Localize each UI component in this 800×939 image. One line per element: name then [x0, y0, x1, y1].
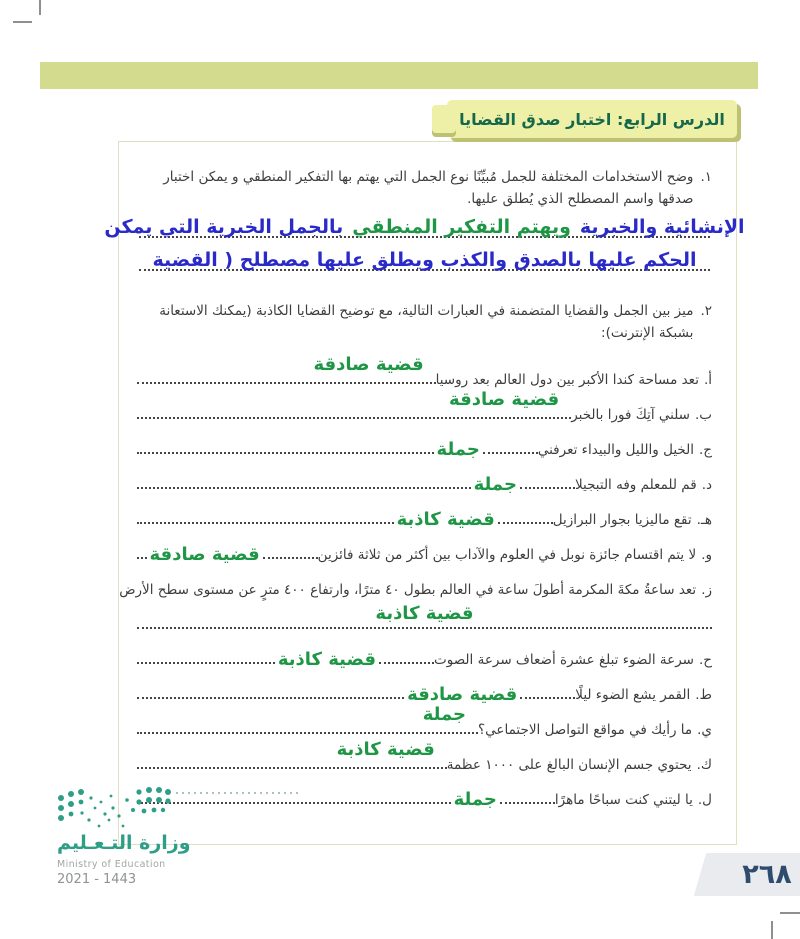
item-text: تقع ماليزيا بجوار البرازيل: [552, 512, 692, 528]
item-answer-handwritten: قضية صادقة: [449, 389, 560, 410]
content-box: [104, 141, 745, 845]
question-2: [137, 300, 712, 344]
question-1-text: وضح الاستخدامات المختلفة للجمل مُبيِّنًا نوع الجمل التي يهتم بها التفكير المنطقي و يمكن اختبار صدقها واسم المصطلح الذي يُطلق عليها.: [163, 169, 694, 207]
question-2-number: ٢.: [700, 303, 712, 319]
item-text: يحتوي جسم الإنسان البالغ على ١٠٠٠ عظمة: [446, 757, 692, 773]
list-item: [137, 739, 712, 773]
item-text: تعد مساحة كندا الأكبر بين دول العالم بعد روسيا: [435, 372, 699, 388]
handwritten-answer-segment: الحكم عليها بالصدق والكذب ويطلق عليها مصطلح ( القضية: [152, 249, 697, 271]
item-label: ك.: [696, 757, 712, 773]
list-item: [137, 539, 712, 563]
item-answer-handwritten: جملة: [473, 474, 517, 495]
list-item: [137, 389, 712, 423]
dotted-line: [137, 704, 478, 734]
dotted-line: [379, 660, 434, 664]
item-text: لا يتم اقتسام جائزة نوبل في العلوم والآداب بين أكثر من ثلاثة فائزين: [317, 547, 697, 563]
ministry-of-education-dots-icon: [55, 786, 355, 832]
item-label: ي.: [697, 722, 712, 738]
list-item: [137, 704, 712, 738]
dotted-line: [137, 555, 147, 559]
item-label: د.: [701, 477, 712, 493]
item-text: يا ليتني كنت سباحًا ماهرًا: [554, 792, 693, 808]
item-text: قم للمعلم وفه التبجيلا: [574, 477, 697, 493]
question-1-number: ١.: [700, 169, 712, 185]
list-item: [119, 574, 712, 598]
dotted-line: [137, 485, 471, 489]
item-text: القمر يشع الضوء ليلًا: [575, 687, 691, 703]
crop-mark-bottom-right-vertical: [771, 921, 773, 939]
handwritten-answer-segment: الإنشائية والخبرية: [579, 216, 745, 238]
dotted-line: [137, 739, 447, 769]
question-1-answer-line-1: [104, 212, 745, 243]
item-label: ز.: [701, 582, 712, 598]
dotted-line: [137, 603, 712, 629]
item-label: هـ.: [696, 512, 712, 528]
dotted-line: [520, 695, 575, 699]
ministry-name-arabic: وزارة التـعـليم: [57, 832, 191, 854]
dotted-line: [498, 520, 553, 524]
dotted-line: [137, 389, 571, 419]
item-answer-handwritten: قضية صادقة: [149, 544, 260, 565]
question-2-text: ميز بين الجمل والقضايا المتضمنة في العبارات التالية، مع توضيح القضايا الكاذبة (يمكنك الاستعانة بشبكة الإنترنت):: [159, 303, 694, 341]
list-item: [137, 354, 712, 388]
handwritten-answer-segment: بالجمل الخبرية التي يمكن: [104, 216, 344, 238]
top-green-bar: [40, 62, 758, 89]
item-label: ط.: [695, 687, 712, 703]
lesson-title-banner: [447, 100, 737, 138]
item-answer-handwritten: جملة: [422, 704, 467, 725]
dotted-line: [137, 660, 275, 664]
dotted-line: [137, 695, 404, 699]
edition-year: 2021 - 1443: [57, 872, 137, 887]
item-label: ب.: [694, 407, 712, 423]
page-number-badge: [694, 853, 800, 896]
page-number: ٢٦٨: [742, 859, 792, 890]
list-item: [137, 434, 712, 458]
list-item: [137, 679, 712, 703]
dotted-line: [263, 555, 318, 559]
item-label: أ.: [703, 372, 712, 388]
item-label: ح.: [698, 652, 712, 668]
item-text: سرعة الضوء تبلغ عشرة أضعاف سرعة الصوت: [434, 652, 694, 668]
item-answer-handwritten: قضية كاذبة: [375, 603, 474, 624]
item-label: ل.: [697, 792, 712, 808]
crop-mark-bottom-right-horizontal: [780, 912, 800, 914]
item-answer-handwritten: جملة: [436, 439, 480, 460]
item-answer-handwritten: قضية كاذبة: [277, 649, 377, 670]
item-text: سلني آتِكَ فورا بالخبر: [571, 407, 690, 423]
page-title: الدرس الرابع: اختبار صدق القضايا: [459, 109, 725, 129]
dotted-line: [483, 450, 538, 454]
dotted-line: [137, 450, 434, 454]
dotted-line: [137, 354, 436, 384]
dotted-line: [520, 485, 575, 489]
item-label: ج.: [698, 442, 712, 458]
list-item: [137, 644, 712, 668]
list-item: [137, 504, 712, 528]
question2-items: [119, 354, 712, 810]
handwritten-answer-segment: ويهتم التفكير المنطقي: [352, 216, 571, 238]
list-item: [137, 469, 712, 493]
item-text: ما رأيك في مواقع التواصل الاجتماعي؟: [478, 722, 693, 738]
dotted-line: [500, 800, 555, 804]
item-answer-handwritten: قضية صادقة: [407, 684, 518, 705]
item-answer-handwritten: جملة: [453, 789, 497, 810]
item-label: و.: [701, 547, 712, 563]
item-answer-handwritten: قضية صادقة: [313, 354, 424, 375]
crop-mark-top-left-horizontal: [13, 21, 32, 23]
item-answer-handwritten: قضية كاذبة: [396, 509, 495, 530]
item-answer-handwritten: قضية كاذبة: [336, 739, 435, 760]
dotted-line: [137, 520, 394, 524]
item-text: الخيل والليل والبيداء تعرفني: [537, 442, 694, 458]
question-1-answer-line-2: [137, 245, 712, 276]
list-item-answer-line: [137, 603, 712, 633]
ministry-name-english: Ministry of Education: [57, 859, 166, 870]
item-text: تعد ساعةُ مكةَ المكرمة أطولَ ساعة في العالم بطول ٤٠ مترًا، وارتفاع ٤٠٠ مترٍ عن مستوى سطح الأرض: [119, 582, 697, 598]
ministry-logo: [55, 786, 355, 896]
crop-mark-top-left-vertical: [39, 0, 41, 15]
question-1: [137, 166, 712, 210]
